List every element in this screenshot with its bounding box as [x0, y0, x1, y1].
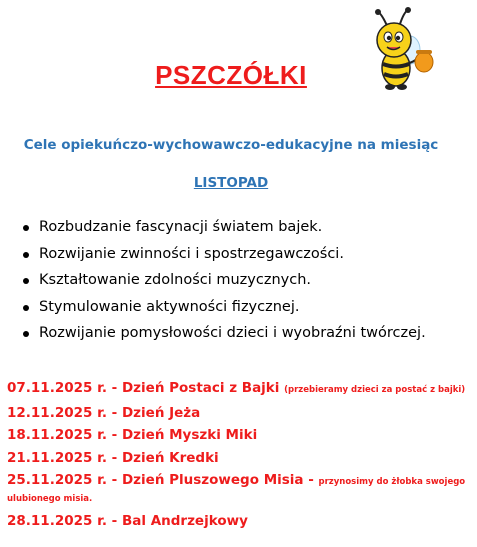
bullet-icon [23, 225, 29, 231]
event-item [7, 380, 469, 398]
event-item [7, 427, 469, 443]
event-text: 18.11.2025 r. - Dzień Myszki Miki [7, 427, 258, 443]
goal-item [22, 246, 426, 273]
bullet-icon [23, 278, 29, 284]
event-text: 12.11.2025 r. - Dzień Jeża [7, 404, 201, 421]
goal-item [22, 299, 426, 326]
bullet-icon [23, 252, 29, 258]
event-text: 28.11.2025 r. - Bal Andrzejkowy [7, 512, 248, 529]
goal-text: Rozwijanie pomysłowości dzieci i wyobraźni twórczej. [39, 325, 426, 341]
goal-item [22, 219, 426, 246]
event-text: 07.11.2025 r. - Dzień Postaci z Bajki [7, 380, 285, 396]
goal-item [22, 272, 426, 299]
event-item [7, 472, 469, 506]
events-list [7, 380, 469, 535]
event-item [7, 405, 469, 421]
goal-text: Kształtowanie zdolności muzycznych. [39, 272, 311, 288]
month-label: LISTOPAD [193, 175, 269, 191]
goal-text: Rozbudzanie fascynacji światem bajek. [39, 219, 323, 235]
event-item [7, 450, 469, 466]
event-text: 25.11.2025 r. - Dzień Pluszowego Misia - [7, 472, 319, 488]
goal-text: Rozwijanie zwinności i spostrzegawczości. [39, 245, 344, 262]
bullet-icon [23, 331, 29, 337]
event-text: 21.11.2025 r. - Dzień Kredki [7, 449, 219, 466]
monthly-goals-heading: Cele opiekuńczo-wychowawczo-edukacyjne na miesiąc [23, 137, 439, 153]
bullet-icon [23, 305, 29, 311]
goal-text: Stymulowanie aktywności fizycznej. [39, 298, 300, 315]
goals-list [22, 219, 426, 352]
page-title: PSZCZÓŁKI [155, 60, 307, 90]
event-note: (przebieramy dzieci za postać z bajki) [284, 385, 466, 395]
goal-item [22, 325, 426, 352]
event-item [7, 513, 469, 529]
event-note: przynosimy do żłobka swojego ulubionego misia. [7, 477, 466, 504]
